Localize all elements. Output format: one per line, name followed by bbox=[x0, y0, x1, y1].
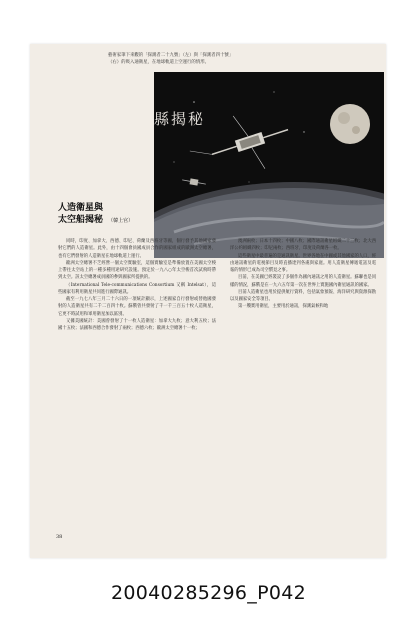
page-number: 38 bbox=[56, 534, 63, 540]
photo-caption: 藝術家筆下來觀的「探測者二十九號」（左）與「探測者四十號」（右）的吸入通衛星，在地球軌道上空運行的情形。 bbox=[108, 53, 234, 65]
archive-id: 20040285296_P042 bbox=[111, 582, 306, 604]
paragraph: 歐洲太空總署不乏經營一個太空實驗室，這個實驗室是準備放置在美國太空梭上帶往太空站上的一種多種用途研究設施。預定於一九八○年太空梭首次試飛時帶到太空。該太空總署成員國的參與國家所提供的。 bbox=[58, 260, 216, 281]
paragraph: 又據美國統計：美國曾發射了十一枚人造衛星：加拿大九枚；意大利五枚；法國十五枚；法國和西德合作發射了兩枚；西德六枚；歐洲太空總署十一枚； bbox=[58, 318, 216, 331]
paragraph: 第一艘實用衛星，主要用於通訊，探測氣候和地 bbox=[238, 304, 329, 310]
paragraph: 目前人造衛星也用於提供航行資料，包括氣象預報、海洋研究與資源探勘以及國家安全等項目。 bbox=[230, 289, 376, 302]
author: （韓上官） bbox=[108, 218, 134, 224]
ghost-title: 縣揭秘 bbox=[154, 110, 206, 128]
paragraph: 澳洲兩枚；日本十四枚；中國八枚；國際通訊衛星組織二十三枚；北大西洋公約組織四枚；印尼兩枚；西班牙、印度及荷蘭各一枚。 bbox=[230, 239, 376, 252]
paragraph: 同時，印度、加拿大、西德、印尼、荷蘭及西班牙等國，個行發予其他國家發射它們的人造衛星。此外，由十四個會員國成員合作的國家組成的歐洲太空總署，也有它們發射的人造衛星在地球軌道上運行。 bbox=[58, 239, 216, 259]
article-title bbox=[58, 202, 156, 227]
scanned-page bbox=[30, 44, 386, 558]
satellite-photo bbox=[154, 72, 384, 258]
title-line-2: 太空船揭秘 bbox=[58, 215, 104, 225]
paragraph: 這些衛星中最普遍的是通訊衛星。世界各地在中國或其他國家的人口，經由通訊衛星的電視節目及時直播達到各處與家庭。用人造衛星傳遞電話及電報的情形已成為司空慣見之事。 bbox=[230, 253, 376, 273]
right-column bbox=[230, 238, 376, 311]
left-column bbox=[58, 238, 216, 332]
paragraph: 目前，在美國已經裝設了多個作為國內通訊之用的人造衛星。蘇聯也是同樣的情況，蘇俄是在一九六五年第一次在世界上實施國內衛星通訊的國家。 bbox=[230, 275, 376, 288]
title-line-1: 人造衛星與 bbox=[58, 203, 104, 213]
paragraph: （International Tele-communications Consortium 又稱 Intelsat），這些國家有利用衛星共同進行國際通訊。 bbox=[58, 282, 216, 295]
paragraph: 截至一九七八年三月二十六日的一項統計顯示，上述國家自行發射或替他國發射的人造衛星共有二千二百四十枚。蘇俄曾共發射了千一千三百五十枚人造衛星，它更不時試用和軍用衛星加以區別。 bbox=[58, 297, 216, 317]
